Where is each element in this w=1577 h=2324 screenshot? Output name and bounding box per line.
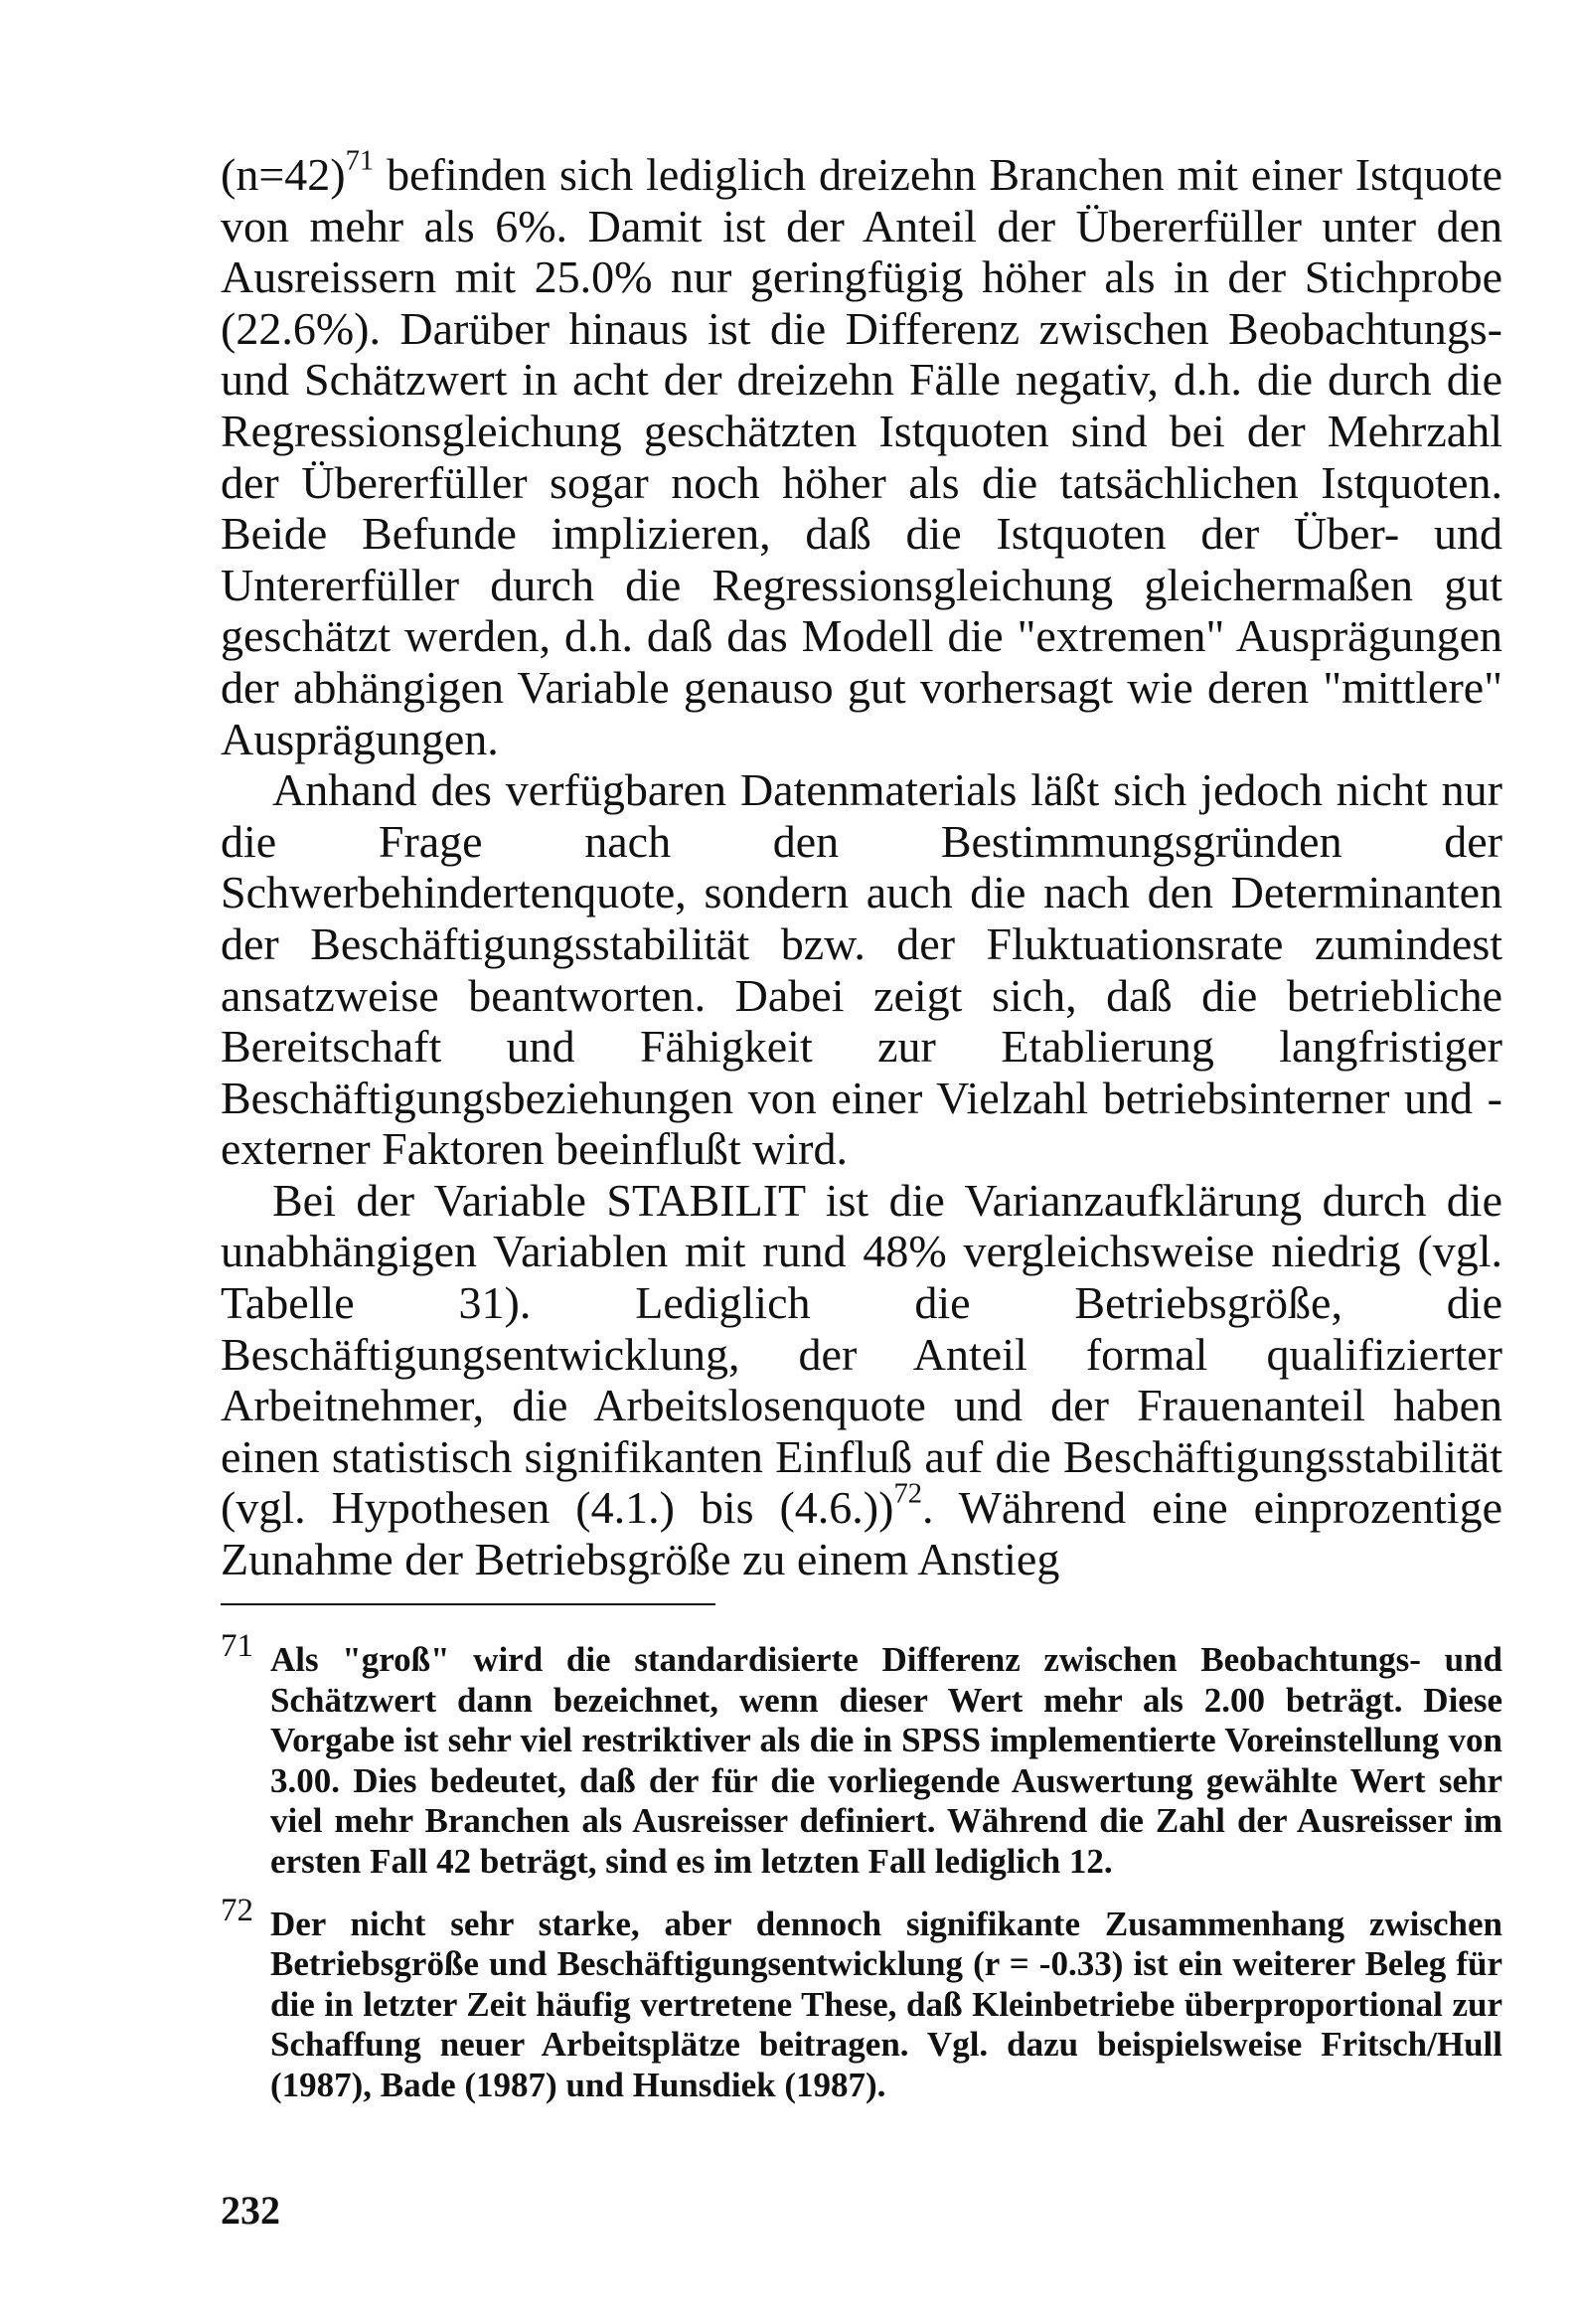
paragraph-1-rest: befinden sich lediglich dreizehn Branchen mit einer Istquote von mehr als 6%. Damit ist der Anteil der Übererfüller unter den Ausreissern mit 25.0% nur geringfügig höher als in der Stichprobe (22.6%). Darüber hinaus ist die Differenz zwischen Beobachtungs- und Schätzwert in acht der dreizehn Fälle negativ, d.h. die durch die Regressionsgleichung geschätzten Istquoten sind bei der Mehrzahl der Übererfüller sogar noch höher als die tatsächlichen Istquoten. Beide Befunde implizieren, daß die Istquoten der Über- und Untererfüller durch die Regressionsgleichung gleichermaßen gut geschätzt werden, d.h. daß das Modell die "extremen" Ausprägungen der abhängigen Variable genauso gut vorhersagt wie deren "mittlere" Ausprägungen. — [221, 149, 1502, 764]
footnote-number: 72 — [221, 1892, 253, 1928]
paragraph-2: Anhand des verfügbaren Datenmaterials läßt sich jedoch nicht nur die Frage nach den Bestimmungsgründen der Schwerbehindertenquote, sondern auch die nach den Determinanten der Beschäftigungsstabilität bzw. der Fluktuationsrate zumindest ansatzweise beantworten. Dabei zeigt sich, daß die betriebliche Bereitschaft und Fähigkeit zur Etablierung langfristiger Beschäftigungsbeziehungen von einer Vielzahl betriebsinterner und -externer Faktoren beeinflußt wird. — [221, 764, 1502, 1175]
footnote-ref-71: 71 — [345, 145, 375, 177]
footnotes — [221, 1628, 1502, 2128]
footnote-separator — [221, 1603, 715, 1605]
footnote-text: Als "groß" wird die standardisierte Differenz zwischen Beobachtungs- und Schätzwert dann bezeichnet, wenn dieser Wert mehr als 2.00 beträgt. Diese Vorgabe ist sehr viel restriktiver als die in SPSS implementierte Voreinstellung von 3.00. Dies bedeutet, daß der für die vorliegende Auswertung gewählte Wert sehr viel mehr Branchen als Ausreisser definiert. Während die Zahl der Ausreisser im ersten Fall 42 beträgt, sind es im letzten Fall lediglich 12. — [270, 1640, 1502, 1881]
paragraph-3-rest: . Während eine einprozentige Zunahme der Betriebsgröße zu einem Anstieg — [221, 1482, 1502, 1585]
paragraph-1-start: (n=42) — [221, 149, 346, 200]
paragraph-3 — [221, 1175, 1502, 1585]
footnote-number: 71 — [221, 1628, 253, 1664]
footnote-72 — [221, 1892, 1502, 2106]
footnote-71 — [221, 1628, 1502, 1883]
footnote-text: Der nicht sehr starke, aber dennoch signifikante Zusammenhang zwischen Betriebsgröße und Beschäftigungsentwicklung (r = -0.33) ist ein weiterer Beleg für die in letzter Zeit häufig vertretene These, daß Kleinbetriebe überproportional zur Schaffung neuer Arbeitsplätze beitragen. Vgl. dazu beispielsweise Fritsch/Hull (1987), Bade (1987) und Hunsdiek (1987). — [270, 1904, 1502, 2104]
footnote-ref-72: 72 — [893, 1478, 922, 1510]
paragraph-3-start: Bei der Variable STABILIT ist die Varianzaufklärung durch die unabhängigen Variablen mit rund 48% vergleichsweise niedrig (vgl. Tabelle 31). Lediglich die Betriebsgröße, die Beschäftigungsentwicklung, der Anteil formal qualifizierter Arbeitnehmer, die Arbeitslosenquote und der Frauenanteil haben einen statistisch signifikanten Einfluß auf die Beschäftigungsstabilität (vgl. Hypothesen (4.1.) bis (4.6.)) — [221, 1174, 1502, 1534]
body-text — [221, 145, 1502, 1585]
page-number: 232 — [221, 2188, 280, 2233]
paragraph-1 — [221, 145, 1502, 764]
